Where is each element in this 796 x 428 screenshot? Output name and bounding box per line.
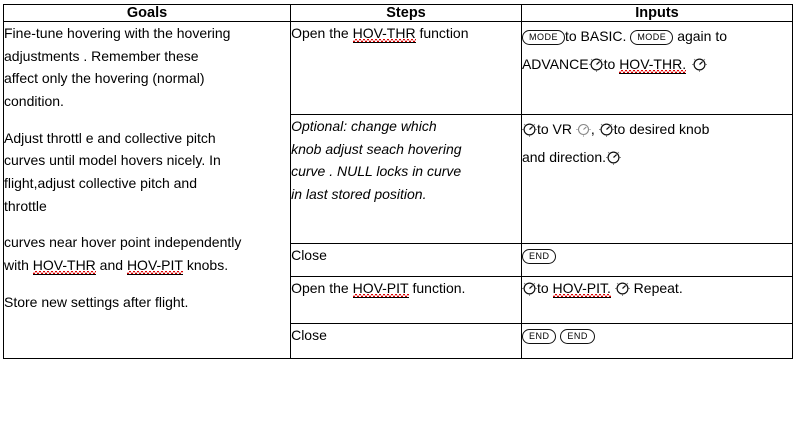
column-header-inputs: Inputs <box>521 5 792 22</box>
inputs-cell-4 <box>521 277 792 324</box>
knob-icon[interactable] <box>692 57 707 72</box>
goals-text: and <box>95 257 127 274</box>
goals-line: Adjust throttl e and collective pitch <box>4 129 216 146</box>
hov-pit-label: HOV-PIT <box>353 281 409 298</box>
step-cell-4 <box>291 277 522 324</box>
step-text: function. <box>408 280 466 296</box>
inputs-text: again to <box>677 28 728 44</box>
goals-line: flight,adjust collective pitch and <box>4 175 197 192</box>
table-header-row <box>4 5 793 22</box>
inputs-text: to <box>603 56 620 72</box>
goals-paragraph-3 <box>4 231 290 276</box>
inputs-cell-2 <box>521 115 792 244</box>
inputs-text: , <box>590 121 595 137</box>
inputs-text: and direction. <box>521 149 607 165</box>
mode-button-icon[interactable]: MODE <box>522 30 565 45</box>
end-button-icon[interactable]: END <box>522 329 557 344</box>
goals-text: with <box>4 257 33 274</box>
goals-line: curves until model hovers nicely. In <box>4 152 221 169</box>
hov-pit-label: HOV-PIT <box>127 258 183 275</box>
step-line: Optional: change which <box>291 118 437 134</box>
knob-icon[interactable] <box>606 150 621 165</box>
goals-line: throttle <box>4 197 47 214</box>
inputs-line <box>522 143 792 171</box>
knob-icon[interactable] <box>576 122 591 137</box>
inputs-text: to desired knob <box>613 121 710 137</box>
goals-paragraph-2 <box>4 127 290 218</box>
goals-line: adjustments . Remember these <box>4 47 199 64</box>
knob-icon[interactable] <box>522 122 537 137</box>
inputs-cell-1 <box>521 22 792 115</box>
goals-paragraph-1 <box>4 22 290 113</box>
inputs-cell-3 <box>521 244 792 277</box>
document-page <box>0 4 796 428</box>
step-cell-1 <box>291 22 522 115</box>
step-text: Open the <box>291 25 353 41</box>
hov-pit-label: HOV-PIT. <box>553 281 611 298</box>
goals-line: curves near hover point independently <box>4 234 242 251</box>
inputs-text: ADVANCE <box>521 56 589 72</box>
column-header-goals: Goals <box>4 5 291 22</box>
goals-paragraph-4 <box>4 291 290 314</box>
knob-icon[interactable] <box>589 57 604 72</box>
knob-icon[interactable] <box>599 122 614 137</box>
end-button-icon[interactable]: END <box>522 249 557 264</box>
goals-line: Store new settings after flight. <box>4 293 189 310</box>
inputs-cell-5 <box>521 324 792 359</box>
inputs-line <box>522 50 792 78</box>
goals-line: condition. <box>4 93 64 110</box>
knob-icon[interactable] <box>615 281 630 296</box>
procedure-table <box>3 4 793 359</box>
inputs-text: Repeat. <box>633 280 683 296</box>
hov-thr-label: HOV-THR <box>353 26 416 43</box>
mode-button-icon[interactable]: MODE <box>630 30 673 45</box>
knob-icon[interactable] <box>522 281 537 296</box>
table-row <box>4 22 793 115</box>
goals-line: Fine-tune hovering with the hovering <box>4 25 231 41</box>
inputs-line <box>522 115 792 143</box>
inputs-text: to <box>536 280 553 296</box>
inputs-text: to VR <box>536 121 572 137</box>
step-text: Open the <box>291 280 353 296</box>
step-cell-3: Close <box>291 244 522 277</box>
step-cell-2 <box>291 115 522 244</box>
goals-line <box>4 254 290 277</box>
step-text: function <box>415 25 469 41</box>
column-header-steps: Steps <box>291 5 522 22</box>
step-line: knob adjust seach hovering <box>291 140 462 157</box>
goals-cell <box>4 22 291 359</box>
hov-thr-label: HOV-THR. <box>619 57 686 74</box>
step-line: curve . NULL locks in curve <box>291 163 462 180</box>
end-button-icon[interactable]: END <box>560 329 595 344</box>
goals-line: affect only the hovering (normal) <box>4 70 205 87</box>
goals-text: knobs. <box>182 257 229 274</box>
step-cell-5: Close <box>291 324 522 359</box>
hov-thr-label: HOV-THR <box>33 258 96 275</box>
inputs-line <box>522 22 792 50</box>
step-line: in last stored position. <box>291 186 427 203</box>
inputs-text: to BASIC. <box>564 28 627 44</box>
